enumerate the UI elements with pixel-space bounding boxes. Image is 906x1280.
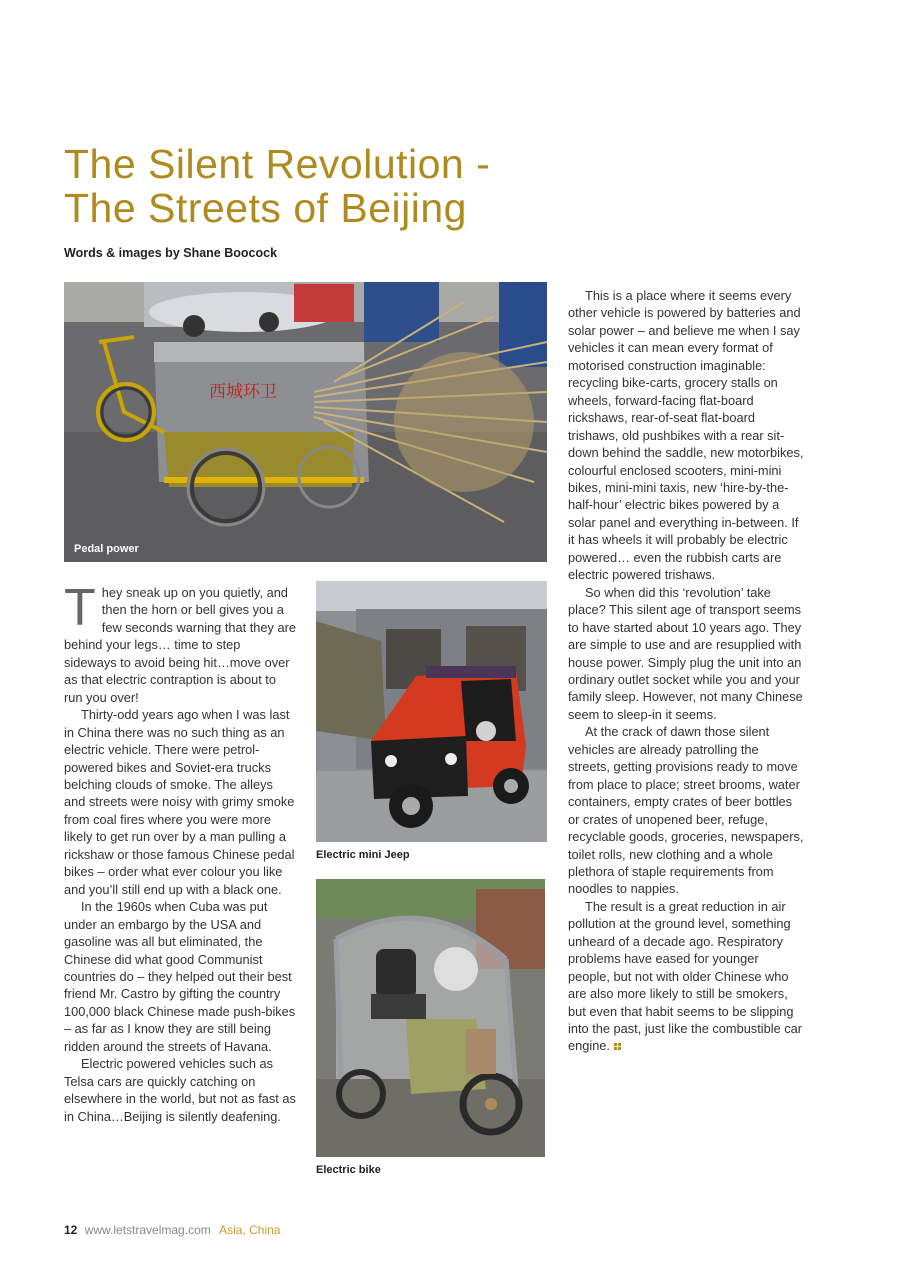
electric-mini-jeep-photo — [316, 581, 547, 842]
article-title-line-1: The Silent Revolution - — [64, 141, 491, 187]
dropcap: T — [64, 579, 96, 637]
end-mark-icon — [614, 1043, 621, 1050]
col3-paragraph-2: So when did this ‘revolution’ take place? This silent age of transport seems to have started about 10 years ago. They are simple to use and are resupplied with house power. Simply plug the unit into an ordinary outlet socket while you and your family sleep. However, not many Chinese seem to sleep-in it seems. — [568, 584, 803, 722]
electric-bike-photo — [316, 879, 545, 1157]
col1-paragraph-2: Thirty-odd years ago when I was last in China there was no such thing as an electric vehicle. There were petrol-powered bikes and Soviet-era trucks belching clouds of smoke. The alleys and streets were noisy with grimy smoke from coal fires where you were more likely to get run over by a man pulling a rickshaw or those famous Chinese pedal bikes – order what ever colour you like and you’ll still end up with a black one. — [64, 707, 295, 897]
page-number: 12 — [64, 1223, 78, 1237]
col1-paragraph-1 — [64, 579, 296, 706]
col1-paragraph-1-text: hey sneak up on you quietly, and then the horn or bell gives you a few seconds warning that they are behind your legs… time to step sideways to avoid being hit…move over as that electric contraption is about to run you over! — [64, 585, 296, 705]
cart-sign-text: 西城环卫 — [209, 382, 277, 402]
byline: Words & images by Shane Boocock — [64, 246, 278, 260]
col3-paragraph-3: At the crack of dawn those silent vehicles are already patrolling the streets, getting provisions ready to move from place to place; street brooms, water containers, empty crates of beer bottles or crates of unopened beer, refuge, recyclable goods, groceries, newspapers, toilet rolls, new clothing and a whole plethora of staple requirements from noodles to nappies. — [568, 724, 804, 897]
col3-paragraph-4 — [568, 898, 804, 1055]
footer-website: www.letstravelmag.com — [84, 1223, 211, 1237]
col1-paragraph-4: Electric powered vehicles such as Telsa cars are quickly catching on elsewhere in the world, but not as fast as in China…Beijing is silently deafening. — [64, 1056, 296, 1124]
pedal-power-caption: Pedal power — [74, 543, 139, 555]
col3-paragraph-1: This is a place where it seems every other vehicle is powered by batteries and solar power – and believe me when I say vehicles it can mean every format of motorised construction imaginable: recycling bike-carts, grocery stalls on wheels, forward-facing flat-board rickshaws, rear-of-seat flat-board trishaws, old pushbikes with a rear sit-down behind the saddle, new motorbikes, colourful enclosed scooters, mini-mini bikes, mini-mini taxis, new ‘hire-by-the-half-hour’ electric bikes powered by a solar panel and everything in-between. If it has wheels it will probably be electric powered… even the rubbish carts are electric powered trishaws. — [568, 288, 804, 583]
electric-mini-jeep-caption: Electric mini Jeep — [316, 849, 410, 861]
page-footer — [64, 1223, 280, 1237]
column-1 — [64, 579, 296, 1125]
pedal-power-photo — [64, 282, 547, 562]
col1-paragraph-3: In the 1960s when Cuba was put under an embargo by the USA and gasoline was all but eliminated, the Chinese did what good Communist countries do – they helped out their best friend Mr. Castro by gifting the country 100,000 black Chinese made push-bikes – as far as I know they are still being ridden around the streets of Havana. — [64, 899, 296, 1054]
footer-section: Asia, China — [219, 1223, 281, 1237]
col3-paragraph-4-text: The result is a great reduction in air pollution at the ground level, something unheard of a decade ago. Respiratory problems have eased for younger people, but not with older Chinese who are also more likely to still be smokers, but even that habit seems to be slipping into the past, just like the combustible car engine. — [568, 898, 803, 1054]
electric-bike-caption: Electric bike — [316, 1164, 381, 1176]
article-title — [64, 142, 584, 230]
column-3 — [568, 287, 804, 1055]
article-title-line-2: The Streets of Beijing — [64, 185, 467, 231]
